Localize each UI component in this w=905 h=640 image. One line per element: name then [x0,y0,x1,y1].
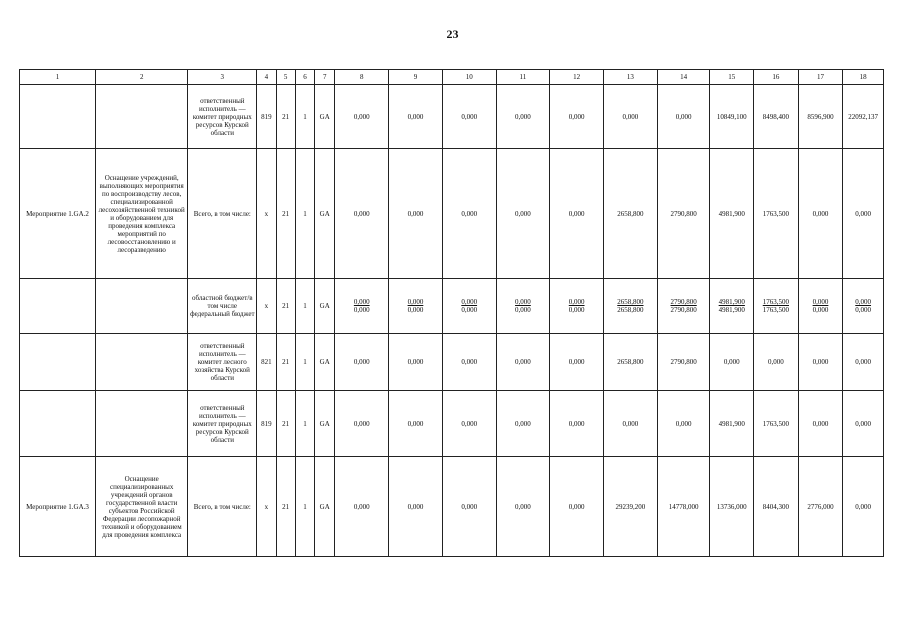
value-cell: 0,000 [335,85,389,149]
value-cell: 1763,500 [754,391,799,457]
value-cell: 22092,137 [843,85,884,149]
column-header: 15 [710,70,754,85]
value-cell: 0,000 [442,391,496,457]
executor-cell: ответственный исполнитель — комитет природных ресурсов Курской области [188,85,257,149]
activity-name-cell [20,279,96,334]
value-cell: 2790,800 [657,334,710,391]
activity-description-cell: Оснащение учреждений, выполняющих мероприятия по воспроизводству лесов, специализированной лесохозяйственной техникой и оборудованием для проведения комплекса мероприятий по лесовосстановлению и лесоразведению [96,149,188,279]
value-cell: 0,000 [496,334,550,391]
value-cell [843,279,884,334]
activity-name-cell [20,391,96,457]
grbs-code-cell: x [257,149,276,279]
value-cell: 0,000 [550,85,604,149]
value-cell: 0,000 [496,457,550,557]
column-header: 18 [843,70,884,85]
value-federal: 2658,800 [617,306,644,314]
grbs-code-cell: x [257,279,276,334]
executor-cell: областной бюджет/в том числе федеральный бюджет [188,279,257,334]
value-cell: 29239,200 [604,457,658,557]
value-cell [710,279,754,334]
grbs-code-cell: 819 [257,391,276,457]
code-cell: 1 [295,334,314,391]
code-cell: GA [315,334,335,391]
value-federal: 0,000 [812,306,829,314]
activity-description-cell: Оснащение специализированных учреждений органов государственной власти субъектов Российской Федерации лесопожарной техникой и оборудованием для проведения комплекса [96,457,188,557]
activity-name-cell: Мероприятие 1.GA.2 [20,149,96,279]
value-cell: 2658,800 [604,334,658,391]
page-number: 23 [446,27,459,41]
value-cell: 0,000 [442,334,496,391]
value-cell: 0,000 [335,334,389,391]
code-cell: GA [315,391,335,457]
table-header-row [20,70,884,85]
value-cell: 14778,000 [657,457,710,557]
value-cell: 2776,000 [798,457,843,557]
value-total: 0,000 [515,298,531,306]
value-federal: 0,000 [515,306,531,314]
value-cell: 0,000 [389,85,443,149]
grbs-code-cell: x [257,457,276,557]
value-cell: 4981,900 [710,149,754,279]
column-header: 7 [315,70,335,85]
value-cell: 0,000 [496,391,550,457]
value-cell: 0,000 [389,391,443,457]
value-federal: 1763,500 [762,306,789,314]
executor-cell: Всего, в том числе: [188,457,257,557]
value-cell [389,279,443,334]
value-federal: 2790,800 [670,306,697,314]
value-cell: 0,000 [496,85,550,149]
value-total: 4981,900 [718,298,745,306]
code-cell: 21 [276,457,295,557]
value-cell: 0,000 [843,391,884,457]
value-cell: 10849,100 [710,85,754,149]
grbs-code-cell: 821 [257,334,276,391]
value-cell: 1763,500 [754,149,799,279]
value-cell: 0,000 [389,457,443,557]
value-cell [657,279,710,334]
column-header: 17 [798,70,843,85]
column-header: 16 [754,70,799,85]
value-cell: 2790,800 [657,149,710,279]
table-row [20,457,884,557]
value-total: 2790,800 [670,298,697,306]
column-header: 8 [335,70,389,85]
code-cell: 21 [276,391,295,457]
table-row [20,279,884,334]
value-total: 0,000 [855,298,872,306]
column-header: 4 [257,70,276,85]
code-cell: 1 [295,457,314,557]
activity-description-cell [96,391,188,457]
column-header: 14 [657,70,710,85]
code-cell: GA [315,279,335,334]
value-cell: 4981,900 [710,391,754,457]
value-cell: 2658,800 [604,149,658,279]
value-federal: 0,000 [461,306,478,314]
column-header: 12 [550,70,604,85]
column-header: 3 [188,70,257,85]
column-header: 11 [496,70,550,85]
code-cell: 1 [295,85,314,149]
value-federal: 0,000 [855,306,872,314]
value-cell: 0,000 [550,457,604,557]
value-cell: 0,000 [604,391,658,457]
value-cell: 0,000 [442,85,496,149]
value-federal: 0,000 [353,306,370,314]
code-cell: 1 [295,391,314,457]
value-cell: 0,000 [843,334,884,391]
column-header: 6 [295,70,314,85]
activity-name-cell [20,334,96,391]
executor-cell: Всего, в том числе: [188,149,257,279]
value-cell: 8596,900 [798,85,843,149]
value-cell [442,279,496,334]
value-cell: 0,000 [657,85,710,149]
table-row [20,334,884,391]
value-cell: 0,000 [335,457,389,557]
table-row [20,149,884,279]
table-row [20,391,884,457]
code-cell: 1 [295,149,314,279]
value-cell: 0,000 [798,334,843,391]
value-cell: 0,000 [710,334,754,391]
value-cell: 0,000 [657,391,710,457]
value-cell: 0,000 [843,149,884,279]
budget-table [19,69,884,557]
code-cell: 21 [276,85,295,149]
value-cell [754,279,799,334]
value-cell: 8498,400 [754,85,799,149]
value-cell: 8404,300 [754,457,799,557]
value-cell: 0,000 [335,391,389,457]
value-cell [798,279,843,334]
code-cell: 21 [276,279,295,334]
value-cell: 0,000 [389,149,443,279]
code-cell: 21 [276,334,295,391]
code-cell: GA [315,457,335,557]
executor-cell: ответственный исполнитель — комитет лесного хозяйства Курской области [188,334,257,391]
value-cell: 0,000 [442,149,496,279]
value-cell: 0,000 [798,391,843,457]
value-cell [335,279,389,334]
value-cell: 0,000 [442,457,496,557]
value-total: 1763,500 [762,298,789,306]
column-header: 9 [389,70,443,85]
grbs-code-cell: 819 [257,85,276,149]
value-federal: 0,000 [568,306,585,314]
code-cell: 21 [276,149,295,279]
value-cell: 0,000 [550,149,604,279]
code-cell: 1 [295,279,314,334]
value-total: 0,000 [812,298,829,306]
activity-name-cell [20,85,96,149]
column-header: 10 [442,70,496,85]
value-cell: 0,000 [335,149,389,279]
value-cell [604,279,658,334]
activity-description-cell [96,334,188,391]
value-cell: 0,000 [496,149,550,279]
executor-cell: ответственный исполнитель — комитет природных ресурсов Курской области [188,391,257,457]
value-total: 2658,800 [617,298,644,306]
value-cell: 0,000 [389,334,443,391]
value-cell: 0,000 [798,149,843,279]
activity-description-cell [96,85,188,149]
column-header: 13 [604,70,658,85]
value-total: 0,000 [461,298,478,306]
value-cell [550,279,604,334]
table-row [20,85,884,149]
column-header: 2 [96,70,188,85]
value-total: 0,000 [407,298,424,306]
column-header: 5 [276,70,295,85]
activity-description-cell [96,279,188,334]
column-header: 1 [20,70,96,85]
value-cell: 0,000 [754,334,799,391]
value-federal: 0,000 [407,306,424,314]
value-cell: 13736,000 [710,457,754,557]
value-total: 0,000 [353,298,370,306]
code-cell: GA [315,149,335,279]
value-cell: 0,000 [550,391,604,457]
value-cell: 0,000 [604,85,658,149]
value-total: 0,000 [568,298,585,306]
code-cell: GA [315,85,335,149]
activity-name-cell: Мероприятие 1.GA.3 [20,457,96,557]
value-federal: 4981,900 [718,306,745,314]
value-cell [496,279,550,334]
value-cell: 0,000 [550,334,604,391]
value-cell: 0,000 [843,457,884,557]
